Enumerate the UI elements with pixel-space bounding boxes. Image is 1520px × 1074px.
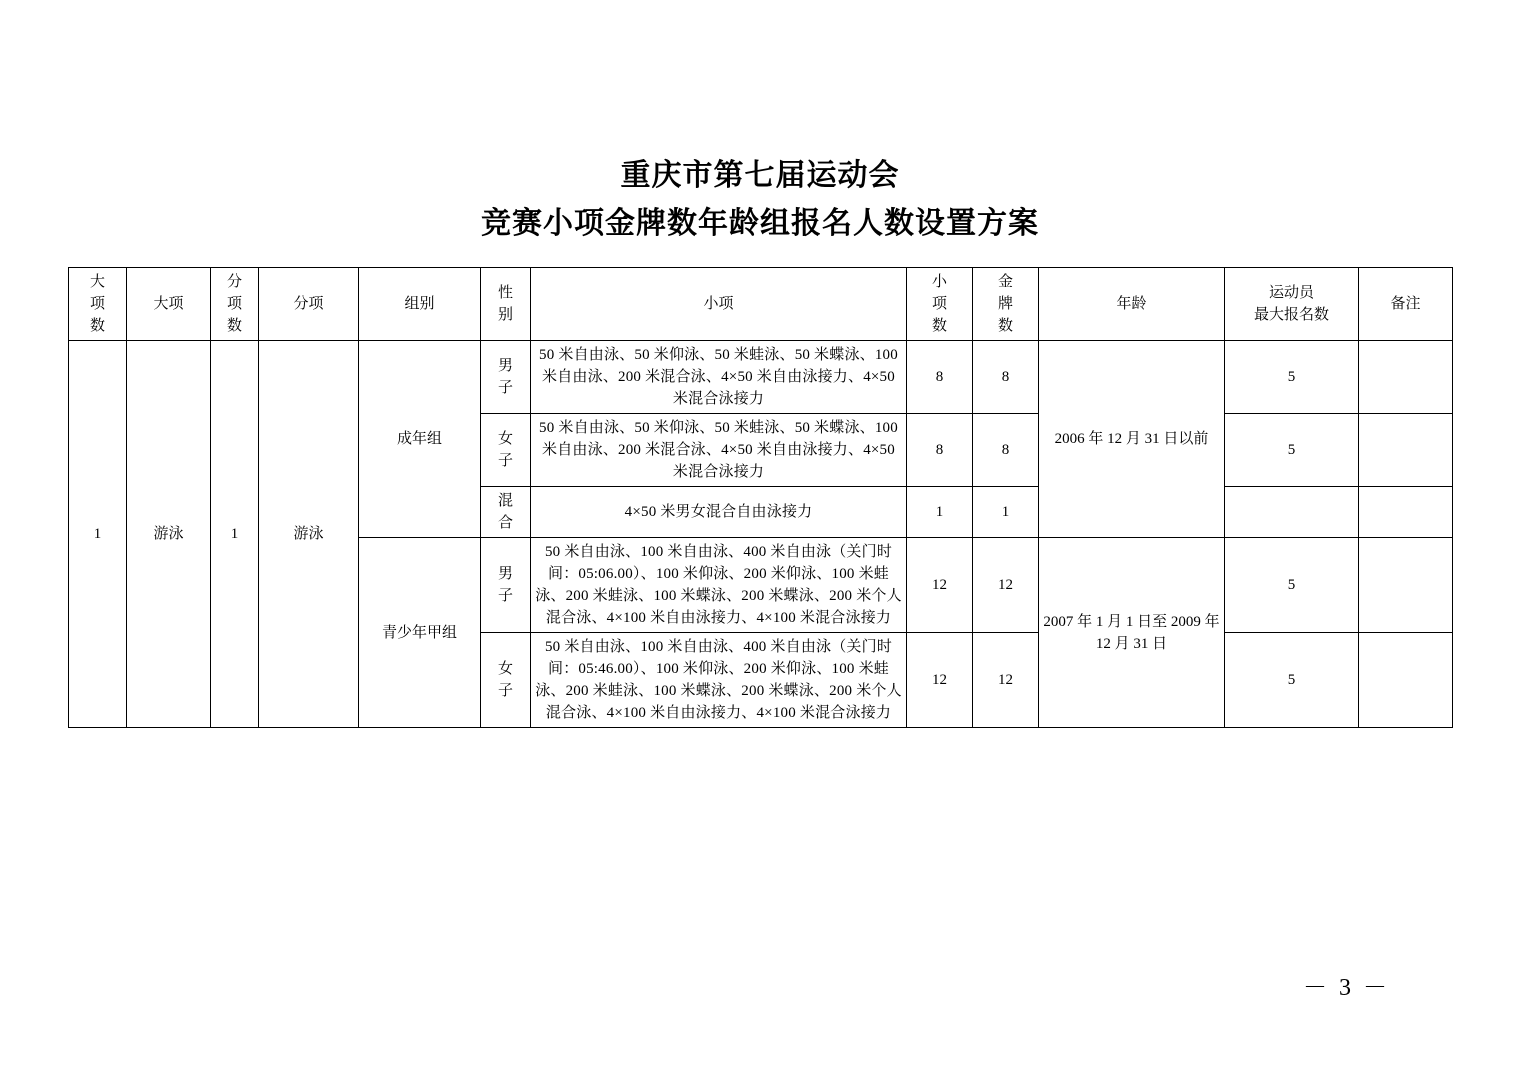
page-number: － 3 － — [1303, 975, 1390, 1001]
cell-age-adult: 2006 年 12 月 31 日以前 — [1039, 341, 1225, 538]
cell-remarks — [1359, 487, 1453, 538]
header-age: 年龄 — [1039, 268, 1225, 341]
cell-remarks — [1359, 414, 1453, 487]
cell-group-youth-a: 青少年甲组 — [359, 538, 481, 728]
header-remarks: 备注 — [1359, 268, 1453, 341]
cell-major: 游泳 — [127, 341, 211, 728]
cell-events: 50 米自由泳、100 米自由泳、400 米自由泳（关门时间：05:06.00）、100 米仰泳、200 米仰泳、100 米蛙泳、200 米蛙泳、100 米蝶泳、200 米蝶泳、200 米个人混合泳、4×100 米自由泳接力、4×100 米混合泳接力 — [531, 538, 907, 633]
cell-medal-count: 12 — [973, 633, 1039, 728]
header-events: 小项 — [531, 268, 907, 341]
cell-event-count: 1 — [907, 487, 973, 538]
header-sex: 性 别 — [481, 268, 531, 341]
cell-medal-count: 8 — [973, 341, 1039, 414]
cell-sex: 混 合 — [481, 487, 531, 538]
cell-events: 50 米自由泳、50 米仰泳、50 米蛙泳、50 米蝶泳、100 米自由泳、200 米混合泳、4×50 米自由泳接力、4×50 米混合泳接力 — [531, 341, 907, 414]
page-title — [68, 0, 1452, 245]
title-line-1: 重庆市第七届运动会 — [620, 159, 900, 192]
table-header-row — [69, 268, 1453, 341]
header-sub: 分项 — [259, 268, 359, 341]
header-event-count: 小 项 数 — [907, 268, 973, 341]
cell-remarks — [1359, 538, 1453, 633]
cell-events: 50 米自由泳、50 米仰泳、50 米蛙泳、50 米蝶泳、100 米自由泳、200 米混合泳、4×50 米自由泳接力、4×50 米混合泳接力 — [531, 414, 907, 487]
events-table — [68, 267, 1453, 728]
cell-sub-count: 1 — [211, 341, 259, 728]
cell-age-youth-a: 2007 年 1 月 1 日至 2009 年 12 月 31 日 — [1039, 538, 1225, 728]
cell-sub: 游泳 — [259, 341, 359, 728]
cell-max-entries: 5 — [1225, 538, 1359, 633]
header-major: 大项 — [127, 268, 211, 341]
cell-event-count: 12 — [907, 538, 973, 633]
cell-sex: 女 子 — [481, 414, 531, 487]
cell-medal-count: 1 — [973, 487, 1039, 538]
table-row — [69, 341, 1453, 414]
cell-max-entries: 5 — [1225, 633, 1359, 728]
cell-sex: 男 子 — [481, 341, 531, 414]
cell-major-count: 1 — [69, 341, 127, 728]
cell-events: 50 米自由泳、100 米自由泳、400 米自由泳（关门时间：05:46.00）、100 米仰泳、200 米仰泳、100 米蛙泳、200 米蛙泳、100 米蝶泳、200 米蝶泳、200 米个人混合泳、4×100 米自由泳接力、4×100 米混合泳接力 — [531, 633, 907, 728]
header-medal-count: 金 牌 数 — [973, 268, 1039, 341]
header-max-entries: 运动员 最大报名数 — [1225, 268, 1359, 341]
cell-max-entries: 5 — [1225, 414, 1359, 487]
cell-event-count: 8 — [907, 341, 973, 414]
cell-group-adult: 成年组 — [359, 341, 481, 538]
header-group: 组别 — [359, 268, 481, 341]
cell-remarks — [1359, 633, 1453, 728]
cell-sex: 女 子 — [481, 633, 531, 728]
cell-max-entries: 5 — [1225, 341, 1359, 414]
title-line-2: 竞赛小项金牌数年龄组报名人数设置方案 — [481, 207, 1039, 240]
cell-event-count: 8 — [907, 414, 973, 487]
cell-max-entries — [1225, 487, 1359, 538]
cell-medal-count: 12 — [973, 538, 1039, 633]
header-sub-count: 分 项 数 — [211, 268, 259, 341]
cell-event-count: 12 — [907, 633, 973, 728]
cell-sex: 男 子 — [481, 538, 531, 633]
cell-events: 4×50 米男女混合自由泳接力 — [531, 487, 907, 538]
cell-medal-count: 8 — [973, 414, 1039, 487]
header-major-count: 大 项 数 — [69, 268, 127, 341]
cell-remarks — [1359, 341, 1453, 414]
